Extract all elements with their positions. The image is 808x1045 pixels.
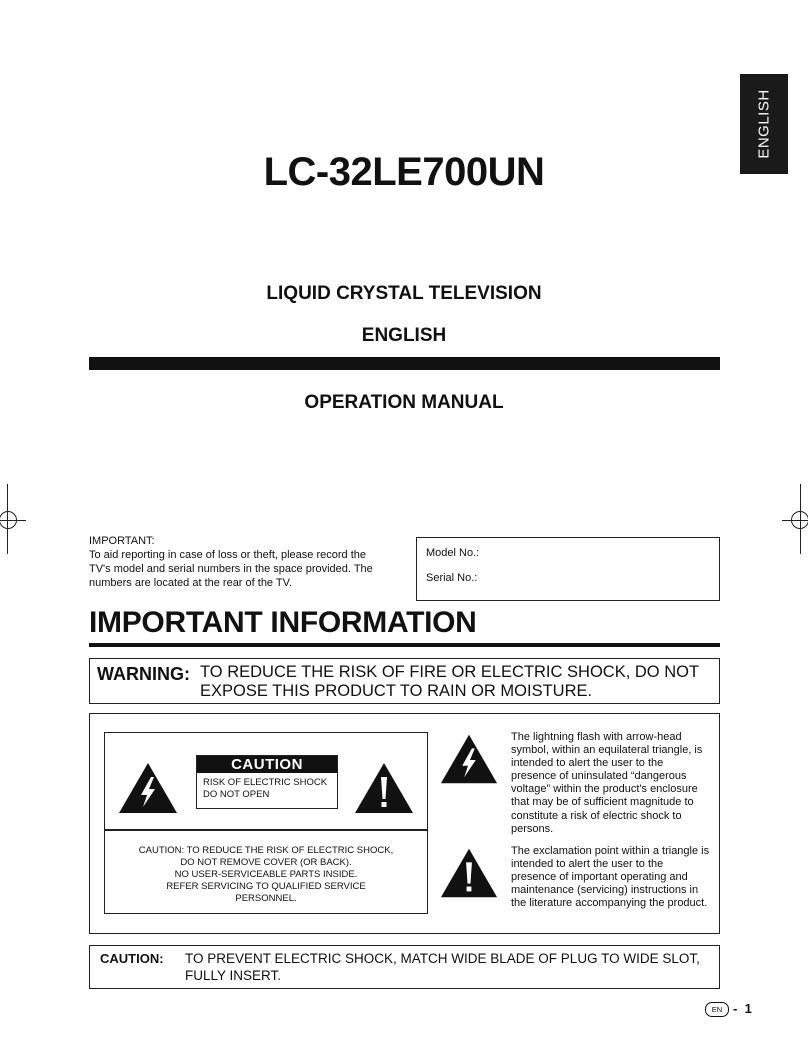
caution-label bbox=[196, 755, 338, 809]
warning-box bbox=[89, 658, 720, 704]
caution-body-line-5: PERSONNEL. bbox=[235, 893, 297, 904]
caution-panel-divider bbox=[105, 829, 427, 831]
exclamation-triangle-icon bbox=[353, 761, 415, 815]
page-separator: - bbox=[733, 1001, 738, 1016]
important-note-text: To aid reporting in case of loss or theft, please record the TV's model and serial numbers in the space provided. The numbers are located at the rear of the TV. bbox=[89, 549, 373, 589]
serial-number-label: Serial No.: bbox=[426, 572, 478, 584]
plug-caution-text: TO PREVENT ELECTRIC SHOCK, MATCH WIDE BLADE OF PLUG TO WIDE SLOT, FULLY INSERT. bbox=[185, 951, 700, 983]
page-number bbox=[705, 1001, 752, 1017]
caution-label-line-2: DO NOT OPEN bbox=[203, 789, 270, 800]
caution-label-panel bbox=[104, 732, 428, 914]
page-number-value: 1 bbox=[744, 1001, 752, 1016]
important-note bbox=[89, 534, 389, 590]
caution-body-line-1: CAUTION: TO REDUCE THE RISK OF ELECTRIC SHOCK, bbox=[138, 845, 394, 856]
manual-title: OPERATION MANUAL bbox=[304, 392, 504, 413]
safety-symbols-box bbox=[89, 713, 720, 934]
exclamation-symbol-description: The exclamation point within a triangle is intended to alert the user to the presence of important operating and maintenance (servicing) instructions in the literature accompanying the product. bbox=[511, 845, 710, 910]
title-divider bbox=[89, 357, 720, 370]
warning-label: WARNING: bbox=[97, 664, 190, 684]
model-number-label: Model No.: bbox=[426, 547, 480, 559]
caution-body-text bbox=[105, 845, 427, 905]
model-serial-record-box bbox=[416, 537, 720, 601]
lightning-symbol-description: The lightning flash with arrow-head symbol, within an equilateral triangle, is intended to alert the user to the presence of uninsulated “dangerous voltage” within the product's enclosure that may be of sufficient magnitude to constitute a risk of electric shock to persons. bbox=[511, 731, 703, 835]
lightning-triangle-icon bbox=[117, 761, 179, 815]
section-rule bbox=[89, 643, 720, 647]
plug-caution-label: CAUTION: bbox=[100, 951, 164, 966]
caution-label-heading: CAUTION bbox=[197, 756, 337, 773]
important-note-heading: IMPORTANT: bbox=[89, 535, 155, 547]
language-code-badge: EN bbox=[705, 1002, 729, 1017]
caution-body-line-2: DO NOT REMOVE COVER (OR BACK). bbox=[180, 857, 352, 868]
lightning-symbol-icon bbox=[439, 732, 499, 786]
section-title: IMPORTANT INFORMATION bbox=[89, 606, 477, 639]
exclamation-symbol-icon bbox=[439, 846, 499, 900]
plug-caution-box bbox=[89, 945, 720, 989]
caution-body-line-4: REFER SERVICING TO QUALIFIED SERVICE bbox=[166, 881, 366, 892]
caution-label-text bbox=[197, 773, 337, 805]
language-tab-label: ENGLISH bbox=[755, 89, 773, 159]
caution-body-line-3: NO USER-SERVICEABLE PARTS INSIDE. bbox=[174, 869, 358, 880]
product-name: LIQUID CRYSTAL TELEVISION bbox=[266, 283, 542, 304]
language-heading: ENGLISH bbox=[361, 325, 447, 346]
warning-text: TO REDUCE THE RISK OF FIRE OR ELECTRIC SHOCK, DO NOT EXPOSE THIS PRODUCT TO RAIN OR MOISTURE. bbox=[200, 663, 699, 700]
model-number: LC-32LE700UN bbox=[263, 150, 545, 194]
caution-label-line-1: RISK OF ELECTRIC SHOCK bbox=[203, 777, 328, 788]
